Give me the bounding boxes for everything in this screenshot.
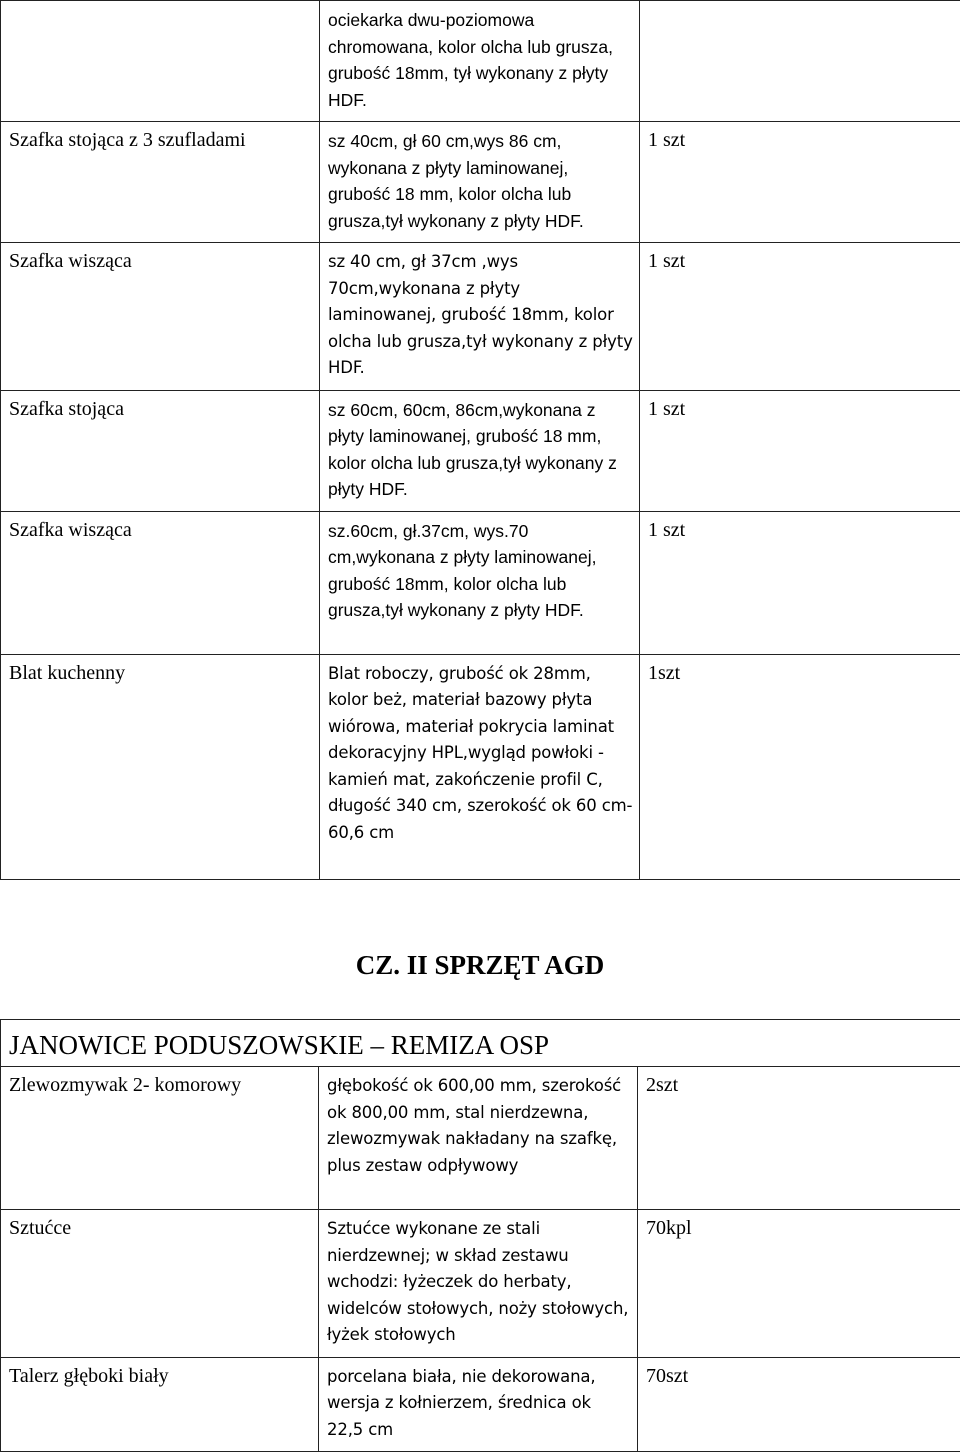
table-row [1, 654, 960, 879]
item-quantity: 1 szt [640, 122, 960, 243]
table-row [1, 122, 960, 243]
item-description: porcelana biała, nie dekorowana, wersja z kołnierzem, średnica ok 22,5 cm [319, 1357, 638, 1452]
table-row [1, 1357, 960, 1452]
item-name: Szafka wisząca [1, 243, 320, 391]
location-row [1, 1020, 960, 1067]
item-name [1, 1, 320, 122]
item-name: Talerz głęboki biały [1, 1357, 319, 1452]
table-row [1, 511, 960, 654]
item-name: Zlewozmywak 2- komorowy [1, 1067, 319, 1210]
item-description: Sztućce wykonane ze stali nierdzewnej; w skład zestawu wchodzi: łyżeczek do herbaty, widelców stołowych, noży stołowych, łyżek stołowych [319, 1210, 638, 1358]
table-row [1, 243, 960, 391]
item-quantity: 70szt [638, 1357, 960, 1452]
item-description: sz 40cm, gł 60 cm,wys 86 cm, wykonana z płyty laminowanej, grubość 18 mm, kolor olcha lub grusza,tył wykonany z płyty HDF. [320, 122, 640, 243]
item-description: głębokość ok 600,00 mm, szerokość ok 800,00 mm, stal nierdzewna, zlewozmywak nakładany na szafkę, plus zestaw odpływowy [319, 1067, 638, 1210]
item-quantity: 1szt [640, 654, 960, 879]
item-description: Blat roboczy, grubość ok 28mm, kolor beż, materiał bazowy płyta wiórowa, materiał pokrycia laminat dekoracyjny HPL,wygląd powłoki - kamień mat, zakończenie profil C, długość 340 cm, szerokość ok 60 cm-60,6 cm [320, 654, 640, 879]
item-name: Szafka stojąca [1, 390, 320, 511]
section-title: CZ. II SPRZĘT AGD [0, 950, 960, 981]
item-quantity: 2szt [638, 1067, 960, 1210]
item-quantity: 1 szt [640, 390, 960, 511]
table-row [1, 1067, 960, 1210]
item-name: Blat kuchenny [1, 654, 320, 879]
item-description: ociekarka dwu-poziomowa chromowana, kolor olcha lub grusza, grubość 18mm, tył wykonany z płyty HDF. [320, 1, 640, 122]
item-quantity: 1 szt [640, 511, 960, 654]
item-quantity [640, 1, 960, 122]
item-description: sz 40 cm, gł 37cm ,wys 70cm,wykonana z płyty laminowanej, grubość 18mm, kolor olcha lub grusza,tył wykonany z płyty HDF. [320, 243, 640, 391]
table-row [1, 1, 960, 122]
item-description: sz 60cm, 60cm, 86cm,wykonana z płyty laminowanej, grubość 18 mm, kolor olcha lub grusza,tył wykonany z płyty HDF. [320, 390, 640, 511]
item-quantity: 70kpl [638, 1210, 960, 1358]
item-name: Szafka stojąca z 3 szufladami [1, 122, 320, 243]
appliances-table [0, 1019, 960, 1452]
item-name: Sztućce [1, 1210, 319, 1358]
location-title: JANOWICE PODUSZOWSKIE – REMIZA OSP [1, 1020, 960, 1067]
table-row [1, 390, 960, 511]
item-description: sz.60cm, gł.37cm, wys.70 cm,wykonana z płyty laminowanej, grubość 18mm, kolor olcha lub grusza,tył wykonany z płyty HDF. [320, 511, 640, 654]
item-quantity: 1 szt [640, 243, 960, 391]
item-name: Szafka wisząca [1, 511, 320, 654]
table-row [1, 1210, 960, 1358]
